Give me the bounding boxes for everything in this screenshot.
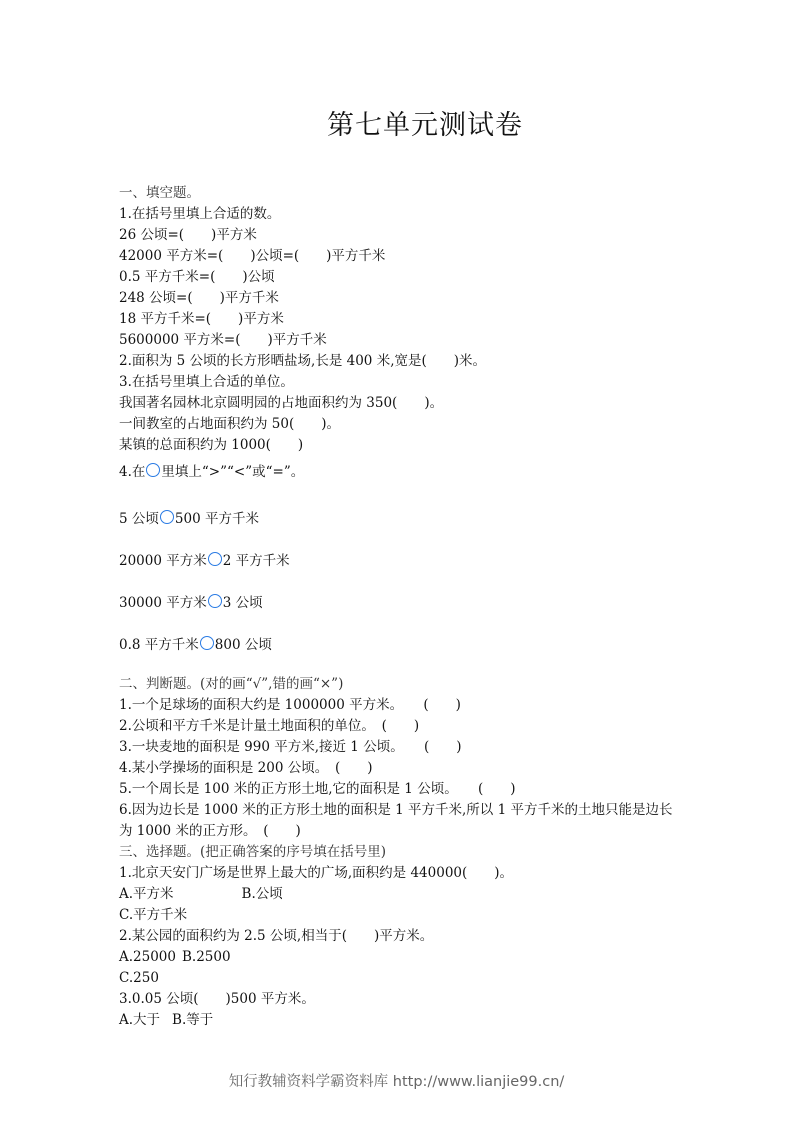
question-item: 26 公顷=( )平方米 [119,227,257,243]
judge-item: 1.一个足球场的面积大约是 1000000 平方米。 ( ) [119,697,461,713]
compare-right: 800 公顷 [214,637,272,653]
option-c: C.250 [119,970,159,986]
compare-right: 2 平方千米 [222,553,290,569]
compare-circle-icon[interactable] [160,510,174,524]
option-a: A.平方米 [119,886,174,902]
compare-left: 20000 平方米 [119,553,207,569]
q4-text-after: 里填上“>”“<”或“=”。 [161,464,305,480]
option-c: C.平方千米 [119,907,188,923]
choice-options [119,947,689,968]
section-heading: 三、选择题。(把正确答案的序号填在括号里) [119,844,387,860]
choice-question: 2.某公园的面积约为 2.5 公顷,相当于( )平方米。 [119,928,434,944]
question-item: 某镇的总面积约为 1000( ) [119,437,304,453]
question-item: 248 公顷=( )平方千米 [119,290,279,306]
compare-circle-icon[interactable] [200,636,214,650]
section-heading: 一、填空题。 [119,185,200,201]
option-a: A.大于 [119,1012,161,1028]
option-b: B.等于 [172,1012,214,1028]
choice-question: 3.0.05 公顷( )500 平方米。 [119,991,315,1007]
question-text: 3.在括号里填上合适的单位。 [119,374,294,390]
compare-circle-icon[interactable] [208,594,222,608]
judge-item: 2.公顷和平方千米是计量土地面积的单位。 ( ) [119,718,420,734]
question-item: 5600000 平方米=( )平方千米 [119,332,327,348]
worksheet-content [119,183,689,1031]
judge-item: 6.因为边长是 1000 米的正方形土地的面积是 1 平方千米,所以 1 平方千米的土地只能是边长为 1000 米的正方形。 ( ) [119,802,673,839]
compare-left: 0.8 平方千米 [119,637,199,653]
question-text: 2.面积为 5 公顷的长方形晒盐场,长是 400 米,宽是( )米。 [119,353,487,369]
compare-left: 30000 平方米 [119,595,207,611]
compare-item [119,624,689,666]
judge-item: 4.某小学操场的面积是 200 公顷。 ( ) [119,760,373,776]
compare-item [119,498,689,540]
compare-right: 500 平方千米 [174,511,259,527]
q4-text-before: 4.在 [119,464,146,480]
question-item: 0.5 平方千米=( )公顷 [119,269,275,285]
question-text: 1.在括号里填上合适的数。 [119,206,281,222]
compare-left: 5 公顷 [119,511,159,527]
option-a: A.25000 [119,949,176,965]
judge-item: 3.一块麦地的面积是 990 平方米,接近 1 公顷。 ( ) [119,739,462,755]
question-item: 42000 平方米=( )公顷=( )平方千米 [119,248,386,264]
choice-question: 1.北京天安门广场是世界上最大的广场,面积约是 440000( )。 [119,865,514,881]
compare-circle-icon [146,463,160,477]
section-heading: 二、判断题。(对的画“√”,错的画“×”) [119,676,344,692]
page-title: 第七单元测试卷 [327,110,523,141]
compare-item [119,540,689,582]
question-item: 18 平方千米=( )平方米 [119,311,284,327]
choice-options [119,884,689,905]
compare-item [119,582,689,624]
question-item: 一间教室的占地面积约为 50( )。 [119,416,341,432]
footer-watermark: 知行教辅资料学霸资料库 http://www.lianjie99.cn/ [228,1074,565,1090]
question-item: 我国著名园林北京圆明园的占地面积约为 350( )。 [119,395,444,411]
compare-circle-icon[interactable] [208,552,222,566]
option-b: B.公顷 [241,886,283,902]
judge-item: 5.一个周长是 100 米的正方形土地,它的面积是 1 公顷。 ( ) [119,781,516,797]
question-text [119,456,689,488]
option-b: B.2500 [182,949,231,965]
choice-options [119,1010,689,1031]
compare-right: 3 公顷 [222,595,263,611]
